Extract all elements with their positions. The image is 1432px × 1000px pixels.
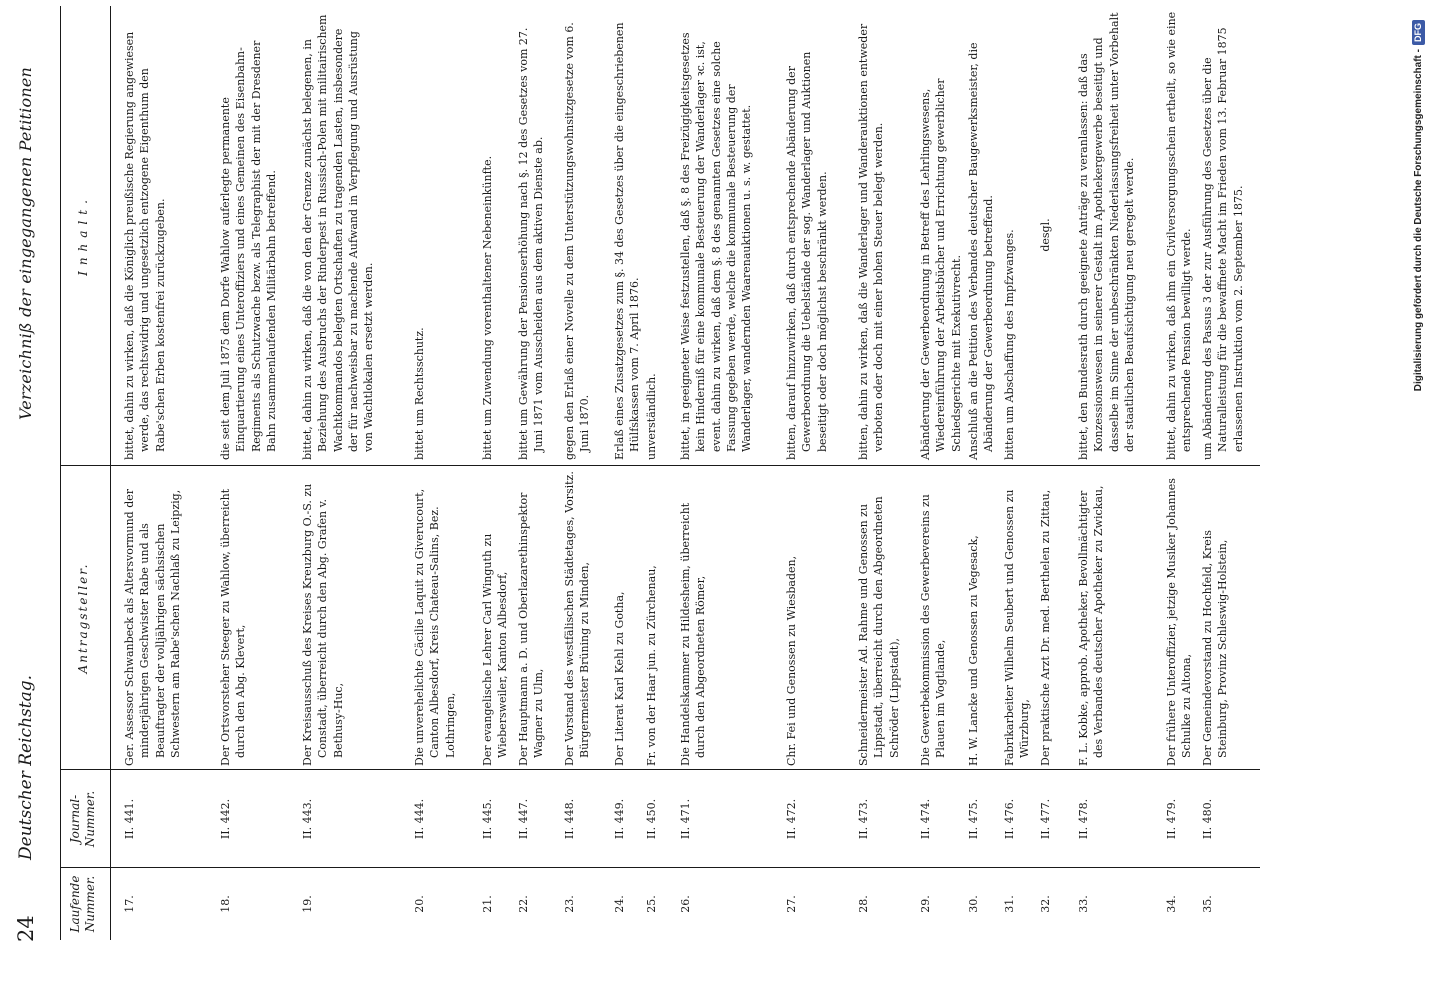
column-header-nr: Laufende Nummer. [68,875,97,933]
running-head-title: Verzeichniß der eingegangenen Petitionen [16,66,35,420]
journal-number: II. 474. [919,798,932,840]
row-number: 25. [645,895,658,913]
journal-number: II. 471. [679,798,692,840]
petitioner: Der Ortsvorsteher Steeger zu Wahlow, überreicht durch den Abg. Klevert, [219,488,248,766]
petitioner: Ger. Assessor Schwanbeck als Altersvormund der minderjährigen Geschwister Rabe und als Beauftragter der volljährigen sächsischen Schwestern am Rabe'schen Nachlaß zu Leipzig, [123,488,182,766]
journal-number: II. 442. [219,798,232,840]
row-number: 26. [679,895,692,913]
petition-content: bittet, dahin zu wirken, daß ihm ein Civilversorgungsschein ertheilt, so wie eine entsprechende Pension bewilligt werde. [1165,11,1194,460]
column-header-antragsteller: Antragsteller. [76,562,90,674]
digitization-credit [1408,20,1428,980]
journal-number: II. 445. [481,798,494,840]
journal-number: II. 443. [301,798,314,840]
petitioner: Fabrikarbeiter Wilhelm Seubert und Genossen zu Würzburg, [1003,489,1032,766]
petitioner: Der praktische Arzt Dr. med. Berthelen zu Zittau, [1039,489,1052,766]
row-number: 32. [1039,895,1052,913]
journal-number: II. 480. [1201,798,1214,840]
row-number: 19. [301,895,314,913]
petition-content: Anschluß an die Petition des Verbandes deutscher Baugewerksmeister, die Abänderung der Gewerbeordnung betreffend. [967,42,996,460]
petition-content: Abänderung der Gewerbeordnung in Betreff des Lehrlingswesens, Wiedereinführung der Arbeitsbücher und Errichtung gewerblicher Schiedsgerichte mit Exekutivrecht. [919,78,963,460]
row-number: 29. [919,895,932,913]
journal-number: II. 447. [517,798,530,840]
journal-number: II. 476. [1003,798,1016,840]
journal-number: II. 478. [1077,798,1090,840]
petitioner: H. W. Lancke und Genossen zu Vegesack, [967,535,980,766]
petitioner: Schneidermeister Ad. Rahme und Genossen zu Lippstadt, überreicht durch den Abgeordneten Schröder (Lippstadt), [857,496,901,766]
row-number: 35. [1201,895,1214,913]
petitioner: Der Hauptmann a. D. und Oberlazarethinspektor Wagner zu Ulm, [517,492,546,766]
petition-content: die seit dem Juli 1875 dem Dorfe Wahlow auferlegte permanente Einquartierung eines Unteroffiziers und eines Gemeinen des Eisenbahn-Regiments als Schutzwache bezw. als Telegraphist der mit der Dresdener Bahn zusammenlaufenden Militärbahn betreffend. [219,40,278,460]
table-top-rule [60,6,61,940]
journal-number: II. 441. [123,798,136,840]
petition-content: bittet um Rechtsschutz. [413,327,426,460]
petition-content: unverständlich. [645,373,658,460]
row-number: 24. [613,895,626,913]
petition-content: Erlaß eines Zusatzgesetzes zum §. 34 des Gesetzes über die eingeschriebenen Hülfskassen vom 7. April 1876. [613,22,642,460]
journal-number: II. 472. [785,798,798,840]
petitioner: Der Kreisausschuß des Kreises Kreuzburg O.-S. zu Constadt, überreicht durch den Abg. Grafen v. Bethusy-Huc, [301,483,345,766]
journal-number: II. 477. [1039,798,1052,840]
row-number: 18. [219,895,232,913]
column-header-journal: Journal-Nummer. [68,790,97,848]
petition-content: bitten, dahin zu wirken, daß die Wanderlager und Wanderauktionen entweder verboten oder doch mit einer hohen Steuer belegt werden. [857,23,886,460]
journal-number: II. 448. [563,798,576,840]
row-number: 34. [1165,895,1178,913]
running-head-chamber: Deutscher Reichstag. [16,675,36,860]
petitions-table [60,6,1290,940]
journal-number: II. 450. [645,798,658,840]
table-header-rule [110,6,111,940]
column-divider [60,465,1260,466]
page-number: 24 [14,915,38,942]
row-number: 23. [563,895,576,913]
petitioner: Der evangelische Lehrer Carl Winguth zu Wiebersweiler, Kanton Albesdorf, [481,533,510,766]
petition-content: bittet, den Bundesrath durch geeignete Anträge zu veranlassen: daß das Konzessionswesen in seinerer Gestalt im Apothekergewerbe beseitigt und dasselbe im Sinne der unbeschränkten Niederlassungsfreiheit unter Vorbehalt der staatlichen Beaufsichtigung neu geregelt werde. [1077,12,1136,460]
petition-content: um Abänderung des Passus 3 der zur Ausführung des Gesetzes über die Naturalleistung für die bewaffnete Macht im Frieden vom 13. Februar 1875 erlassenen Instruktion vom 2. September 1875. [1201,27,1245,460]
petition-content: gegen den Erlaß einer Novelle zu dem Unterstützungswohnsitzgesetze vom 6. Juni 1870. [563,22,592,460]
journal-number: II. 475. [967,798,980,840]
page-header [14,0,64,1000]
petitioner: F. L. Kobke, approb. Apotheker, Bevollmächtigter des Verbandes deutscher Apotheker zu Zwickau, [1077,485,1106,766]
journal-number: II. 449. [613,798,626,840]
petitioner: Die Gewerbekommission des Gewerbevereins zu Plauen im Vogtlande, [919,494,948,766]
row-number: 17. [123,895,136,913]
row-number: 30. [967,895,980,913]
journal-number: II. 444. [413,798,426,840]
row-number: 27. [785,895,798,913]
petition-content: bittet, in geeigneter Weise festzustellen, daß §. 8 des Freizügigkeitsgesetzes kein Hinderniß für eine kommunale Besteuerung der Wanderlager ꝛc. ist, event. dahin zu wirken, daß dem §. 8 des genannten Gesetzes eine solche Fassung gegeben werde, welche die kommunale Besteuerung der Wanderlager, wandernden Waarenauktionen u. s. w. gestattet. [679,32,754,460]
petition-content: bitten um Abschaffung des Impfzwanges. [1003,229,1016,460]
dfg-logo-icon: DFG [1412,20,1425,45]
journal-number: II. 479. [1165,798,1178,840]
petition-content: desgl. [1039,218,1052,252]
petition-content: bittet um Zuwendung vorenthaltener Nebeneinkünfte. [481,155,494,460]
column-header-inhalt: Inhalt. [76,194,90,276]
petition-content: bittet, dahin zu wirken, daß die Königlich preußische Regierung angewiesen werde, das rechtswidrig und ungesetzlich entzogene Eigenthum den Rabe'schen Erben kostenfrei zurückzugeben. [123,31,167,460]
row-number: 22. [517,895,530,913]
petitioner: Der Literat Karl Kehl zu Gotha, [613,591,626,766]
petitioner: Der Gemeindevorstand zu Hochfeld, Kreis Steinburg, Provinz Schleswig-Holstein, [1201,530,1230,766]
row-number: 31. [1003,895,1016,913]
petitioner: Der frühere Unteroffizier, jetzige Musiker Johannes Schulke zu Altona, [1165,478,1194,766]
petitioner: Chr. Fei und Genossen zu Wiesbaden, [785,555,798,766]
petition-content: bitten, darauf hinzuwirken, daß durch entsprechende Abänderung der Gewerbeordnung die Uebelstände der sog. Wanderlager und Auktionen beseitigt oder doch möglichst beschränkt werden. [785,51,829,460]
row-number: 21. [481,895,494,913]
petitioner: Der Vorstand des westfälischen Städtetages, Vorsitz. Bürgermeister Brüning zu Minden, [563,471,592,766]
petitioner: Die Handelskammer zu Hildesheim, überreicht durch den Abgeordneten Römer, [679,502,708,766]
row-number: 33. [1077,895,1090,913]
digitization-credit-text [1412,20,1432,980]
digitization-note: Digitalisierung gefördert durch die Deutsche Forschungsgemeinschaft - [1413,49,1424,392]
petition-content: bittet um Gewährung der Pensionserhöhung nach §. 12 des Gesetzes vom 27. Juni 1871 vom Ausscheiden aus dem aktiven Dienste ab. [517,27,546,460]
row-number: 20. [413,895,426,913]
petitioner: Fr. von der Haar jun. zu Zürchenau, [645,565,658,766]
row-number: 28. [857,895,870,913]
petition-content: bittet, dahin zu wirken, daß die von den der Grenze zunächst belegenen, in Beziehung des Ausbruchs der Rinderpest in Russisch-Polen mit militairischem Wachtkommandos belegten Ortschaften zu tragenden Lasten, insbesondere der für nachweisbar zu machende Aufwand in Verpflegung und Ausrüstung von Wachtlokalen ersetzt werden. [301,14,376,460]
petitioner: Die unverehelichte Cäcilie Laquit zu Giverucourt, Canton Albesdorf, Kreis Chateau-Salins, Bez. Lothringen, [413,488,457,766]
journal-number: II. 473. [857,798,870,840]
